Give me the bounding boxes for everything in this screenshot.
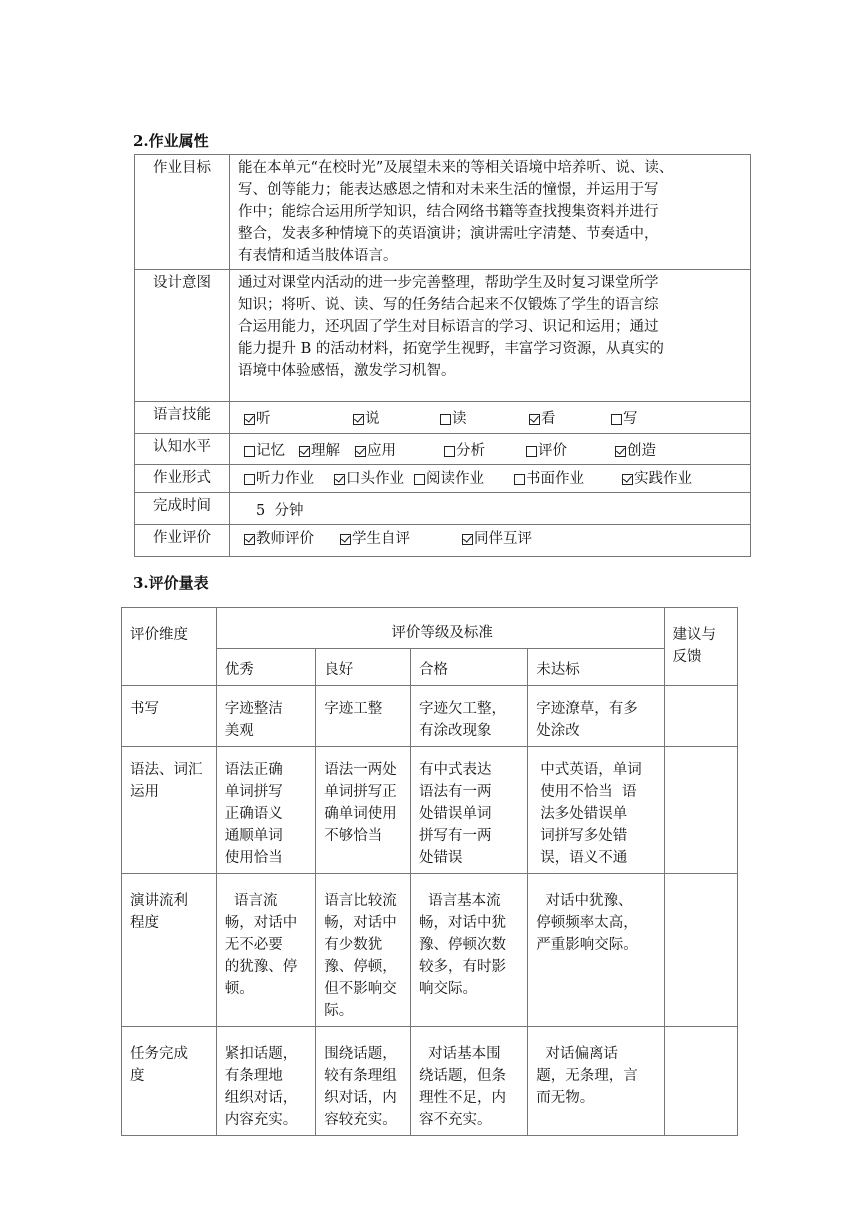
- form-label: 作业形式: [135, 465, 230, 493]
- checkbox-oral-homework[interactable]: 口头作业: [334, 468, 414, 490]
- criteria-cell: 字迹整洁 美观: [216, 686, 316, 747]
- checkbox-remember[interactable]: 记忆: [244, 440, 299, 462]
- feedback-header: 建议与 反馈: [664, 608, 738, 686]
- criteria-cell: 对话中犹豫、 停顿频率太高， 严重影响交际。: [528, 874, 664, 1027]
- section3-title: 3.评价量表: [133, 574, 209, 592]
- cognition-row: [135, 434, 751, 465]
- text-line: 整合，发表多种情境下的英语演讲；演讲需吐字清楚、节奏适中，: [238, 226, 659, 242]
- grade-pass: 合格: [410, 649, 527, 686]
- checkbox-reading-homework[interactable]: 阅读作业: [414, 468, 514, 490]
- text-line: 知识；将听、说、读、写的任务结合起来不仅锻炼了学生的语言综: [238, 297, 659, 313]
- design-row: [135, 270, 751, 402]
- checkbox-icon: [355, 446, 366, 457]
- criteria-cell: 语法正确 单词拼写 正确语义 通顺单词 使用恰当: [216, 747, 316, 874]
- criteria-cell: 对话基本围 绕话题，但条 理性不足，内 容不充实。: [410, 1027, 527, 1136]
- skills-row: [135, 402, 751, 434]
- dimension-cell: 书写: [122, 686, 217, 747]
- checkbox-teacher-evaluation[interactable]: 教师评价: [244, 528, 340, 550]
- criteria-cell: 有中式表达 语法有一两 处错误单词 拼写有一两 处错误: [410, 747, 527, 874]
- assessment-options: [230, 525, 751, 557]
- checkbox-icon: [414, 474, 425, 485]
- goal-text: [230, 155, 751, 270]
- design-label: 设计意图: [135, 270, 230, 402]
- checkbox-icon: [353, 414, 364, 425]
- assessment-row: [135, 525, 751, 557]
- grade-good: 良好: [316, 649, 411, 686]
- checkbox-icon: [526, 446, 537, 457]
- form-row: [135, 465, 751, 493]
- checkbox-icon: [444, 446, 455, 457]
- dimension-cell: 任务完成 度: [122, 1027, 217, 1136]
- cognition-label: 认知水平: [135, 434, 230, 465]
- checkbox-peer-evaluation[interactable]: 同伴互评: [462, 528, 532, 550]
- grade-fail: 未达标: [528, 649, 664, 686]
- checkbox-icon: [622, 474, 633, 485]
- checkbox-create[interactable]: 创造: [615, 440, 656, 462]
- checkbox-understand[interactable]: 理解: [299, 440, 355, 462]
- checkbox-listen[interactable]: 听: [244, 408, 353, 430]
- criteria-cell: 语言基本流 畅，对话中犹 豫、停顿次数 较多，有时影 响交际。: [410, 874, 527, 1027]
- text-line: 合运用能力，还巩固了学生对目标语言的学习、识记和运用；通过: [238, 319, 659, 335]
- checkbox-icon: [299, 446, 310, 457]
- form-options: [230, 465, 751, 493]
- cognition-options: [230, 434, 751, 465]
- text-line: 能在本单元“在校时光”及展望未来的等相关语境中培养听、说、读、: [238, 160, 674, 176]
- checkbox-read[interactable]: 读: [440, 408, 529, 430]
- criteria-cell: 字迹欠工整， 有涂改现象: [410, 686, 527, 747]
- text-line: 通过对课堂内活动的进一步完善整理，帮助学生及时复习课堂所学: [238, 275, 659, 291]
- time-value: 5 分钟: [230, 493, 751, 525]
- header-row: [122, 608, 738, 649]
- section2-title: 2.作业属性: [133, 132, 209, 150]
- criteria-cell: 对话偏离话 题，无条理，言 而无物。: [528, 1027, 664, 1136]
- feedback-cell: [664, 686, 738, 747]
- time-label: 完成时间: [135, 493, 230, 525]
- levels-header: 评价等级及标准: [216, 608, 664, 649]
- checkbox-view[interactable]: 看: [529, 408, 611, 430]
- design-text: [230, 270, 751, 402]
- skills-label: 语言技能: [135, 402, 230, 434]
- checkbox-speak[interactable]: 说: [353, 408, 440, 430]
- text-line: 语境中体验感悟，激发学习机智。: [238, 363, 456, 379]
- table-row: [122, 1027, 738, 1136]
- skills-options: [230, 402, 751, 434]
- checkbox-icon: [244, 534, 255, 545]
- table-row: [122, 874, 738, 1027]
- dimension-header: 评价维度: [122, 608, 217, 686]
- checkbox-evaluate[interactable]: 评价: [526, 440, 615, 462]
- checkbox-icon: [244, 414, 255, 425]
- checkbox-icon: [529, 414, 540, 425]
- checkbox-practice-homework[interactable]: 实践作业: [622, 468, 692, 490]
- criteria-cell: 紧扣话题， 有条理地 组织对话， 内容充实。: [216, 1027, 316, 1136]
- homework-attributes-table: [134, 154, 751, 557]
- checkbox-icon: [244, 446, 255, 457]
- checkbox-write[interactable]: 写: [611, 408, 638, 430]
- checkbox-self-evaluation[interactable]: 学生自评: [340, 528, 462, 550]
- checkbox-icon: [462, 534, 473, 545]
- checkbox-icon: [340, 534, 351, 545]
- criteria-cell: 语言流 畅，对话中 无不必要 的犹豫、停 顿。: [216, 874, 316, 1027]
- text-line: 写、创等能力；能表达感恩之情和对未来生活的憧憬，并运用于写: [238, 182, 659, 198]
- checkbox-icon: [440, 414, 451, 425]
- criteria-cell: 字迹工整: [316, 686, 411, 747]
- checkbox-apply[interactable]: 应用: [355, 440, 444, 462]
- text-line: 能力提升 B 的活动材料，拓宽学生视野，丰富学习资源，从真实的: [238, 341, 664, 357]
- dimension-cell: 语法、词汇 运用: [122, 747, 217, 874]
- criteria-cell: 围绕话题， 较有条理组 织对话，内 容较充实。: [316, 1027, 411, 1136]
- dimension-cell: 演讲流利 程度: [122, 874, 217, 1027]
- feedback-cell: [664, 747, 738, 874]
- criteria-cell: 语言比较流 畅，对话中 有少数犹 豫、停顿， 但不影响交 际。: [316, 874, 411, 1027]
- table-row: [122, 686, 738, 747]
- time-row: [135, 493, 751, 525]
- feedback-cell: [664, 1027, 738, 1136]
- feedback-cell: [664, 874, 738, 1027]
- checkbox-icon: [334, 474, 345, 485]
- evaluation-rubric-table: [121, 607, 738, 1136]
- checkbox-analyze[interactable]: 分析: [444, 440, 526, 462]
- text-line: 有表情和适当肢体语言。: [238, 248, 398, 264]
- criteria-cell: 语法一两处 单词拼写正 确单词使用 不够恰当: [316, 747, 411, 874]
- checkbox-listening-homework[interactable]: 听力作业: [244, 468, 334, 490]
- checkbox-icon: [611, 414, 622, 425]
- checkbox-icon: [615, 446, 626, 457]
- goal-label: 作业目标: [135, 155, 230, 270]
- criteria-cell: 中式英语，单词 使用不恰当 语 法多处错误单 词拼写多处错 误，语义不通: [528, 747, 664, 874]
- text-line: 作中；能综合运用所学知识，结合网络书籍等查找搜集资料并进行: [238, 204, 659, 220]
- assessment-label: 作业评价: [135, 525, 230, 557]
- checkbox-icon: [514, 474, 525, 485]
- criteria-cell: 字迹潦草，有多 处涂改: [528, 686, 664, 747]
- checkbox-written-homework[interactable]: 书面作业: [514, 468, 622, 490]
- grade-excellent: 优秀: [216, 649, 316, 686]
- checkbox-icon: [244, 474, 255, 485]
- table-row: [122, 747, 738, 874]
- goal-row: [135, 155, 751, 270]
